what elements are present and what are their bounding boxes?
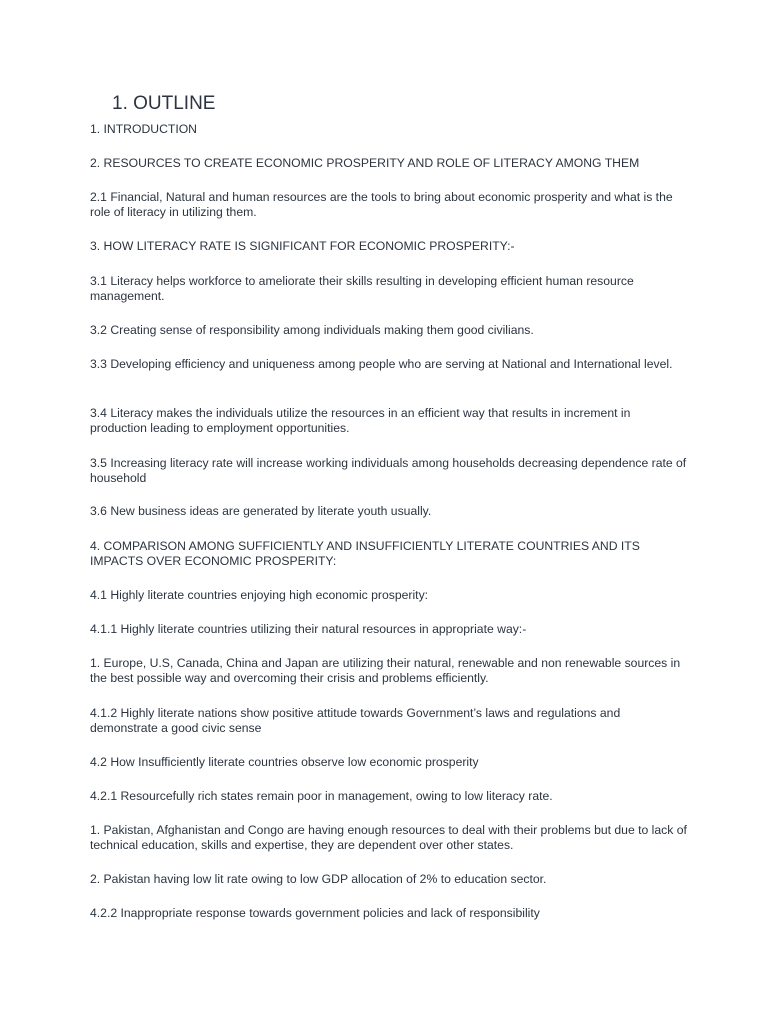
outline-item-4-1-1: 4.1.1 Highly literate countries utilizing their natural resources in appropriate way:-: [90, 622, 527, 636]
outline-item-3-4: 3.4 Literacy makes the individuals utilize the resources in an efficient way that results in increment in production leading to employment opportunities.: [90, 406, 631, 435]
outline-item-section-4: 4. COMPARISON AMONG SUFFICIENTLY AND INSUFFICIENTLY LITERATE COUNTRIES AND ITS IMPACTS OVER ECONOMIC PROSPERITY:: [90, 539, 640, 568]
outline-item-4-1-2: 4.1.2 Highly literate nations show positive attitude towards Government’s laws and regulations and demonstrate a good civic sense: [90, 706, 621, 735]
outline-item-2-1: 2.1 Financial, Natural and human resources are the tools to bring about economic prosperity and what is the role of literacy in utilizing them.: [90, 190, 673, 219]
outline-item-introduction: 1. INTRODUCTION: [90, 122, 197, 136]
outline-item-3-5: 3.5 Increasing literacy rate will increase working individuals among households decreasing dependence rate of household: [90, 456, 687, 485]
outline-item-section-2: 2. RESOURCES TO CREATE ECONOMIC PROSPERITY AND ROLE OF LITERACY AMONG THEM: [90, 156, 640, 170]
outline-item-4-2-1-point-1: 1. Pakistan, Afghanistan and Congo are having enough resources to deal with their problems but due to lack of technical education, skills and expertise, they are dependent over other states.: [90, 823, 687, 852]
outline-item-4-1: 4.1 Highly literate countries enjoying high economic prosperity:: [90, 588, 429, 602]
outline-item-3-6: 3.6 New business ideas are generated by literate youth usually.: [90, 504, 432, 518]
outline-item-4-2: 4.2 How Insufficiently literate countries observe low economic prosperity: [90, 755, 479, 769]
outline-item-4-2-1-point-2: 2. Pakistan having low lit rate owing to low GDP allocation of 2% to education sector.: [90, 872, 547, 886]
outline-item-4-2-1: 4.2.1 Resourcefully rich states remain poor in management, owing to low literacy rate.: [90, 789, 553, 803]
outline-item-4-2-2: 4.2.2 Inappropriate response towards government policies and lack of responsibility: [90, 906, 540, 920]
outline-item-4-1-1-point-1: 1. Europe, U.S, Canada, China and Japan are utilizing their natural, renewable and non renewable sources in the best possible way and overcoming their crisis and problems efficiently.: [90, 656, 681, 685]
outline-item-3-2: 3.2 Creating sense of responsibility among individuals making them good civilians.: [90, 323, 534, 337]
outline-item-3-3: 3.3 Developing efficiency and uniqueness among people who are serving at National and International level.: [90, 357, 673, 371]
outline-item-section-3: 3. HOW LITERACY RATE IS SIGNIFICANT FOR ECONOMIC PROSPERITY:-: [90, 239, 515, 253]
outline-item-3-1: 3.1 Literacy helps workforce to ameliorate their skills resulting in developing efficient human resource management.: [90, 274, 634, 303]
outline-heading: 1. OUTLINE: [112, 93, 216, 114]
